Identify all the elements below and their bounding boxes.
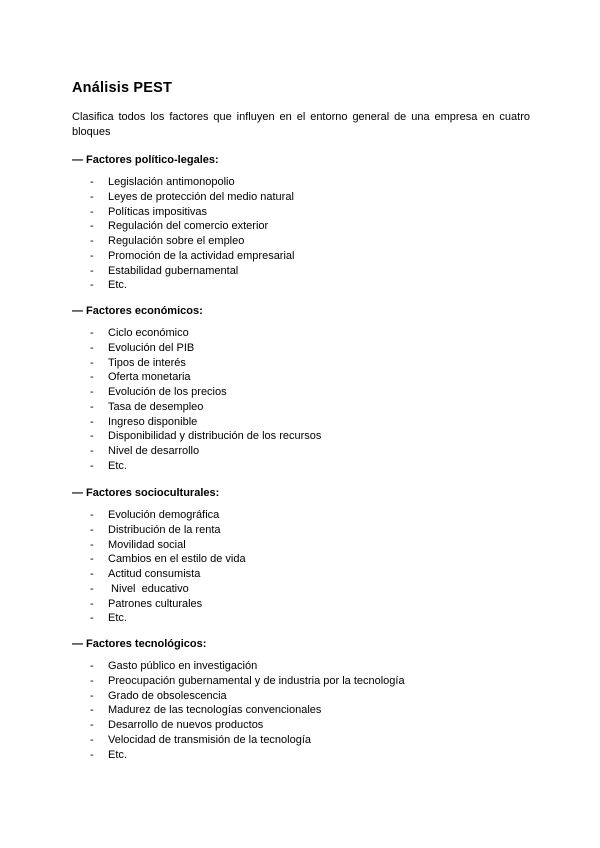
- bullet-dash: -: [90, 459, 94, 472]
- list-item-text: Regulación del comercio exterior: [108, 220, 269, 233]
- section-sociocultural: [72, 486, 532, 625]
- bullet-dash: -: [90, 249, 94, 262]
- list-item-text: Promoción de la actividad empresarial: [108, 249, 295, 262]
- bullet-dash: -: [90, 612, 94, 625]
- section-heading: [72, 153, 532, 167]
- list-item-text: Desarrollo de nuevos productos: [108, 719, 264, 731]
- list-item-text: Etc.: [108, 279, 127, 292]
- list-item-text: Leyes de protección del medio natural: [108, 190, 294, 203]
- list-item: [90, 249, 294, 264]
- bullet-dash: -: [90, 190, 94, 203]
- list-item: [90, 552, 246, 567]
- bullet-dash: -: [90, 748, 94, 761]
- bullet-dash: -: [90, 386, 94, 398]
- list-item: [90, 205, 294, 220]
- section-heading-text: Factores político-legales:: [86, 154, 219, 166]
- list-item: [90, 370, 321, 385]
- section-heading-text: Factores económicos:: [86, 305, 203, 317]
- list-item: [90, 326, 321, 341]
- list-item: [90, 659, 405, 674]
- factor-list: [90, 659, 405, 762]
- list-item: [90, 459, 321, 474]
- bullet-dash: -: [90, 597, 94, 610]
- list-item: [90, 234, 294, 249]
- bullet-dash: -: [90, 660, 94, 672]
- list-item-text: Patrones culturales: [108, 597, 203, 610]
- bullet-dash: -: [90, 430, 94, 443]
- list-item: [90, 444, 321, 459]
- list-item-text: Distribución de la renta: [108, 523, 221, 536]
- bullet-dash: -: [90, 538, 94, 551]
- bullet-dash: -: [90, 220, 94, 233]
- list-item-text: Velocidad de transmisión de la tecnología: [108, 733, 312, 746]
- list-item: [90, 385, 321, 400]
- bullet-dash: -: [90, 674, 94, 687]
- list-item: [90, 523, 246, 538]
- section-political-legal: [72, 153, 532, 292]
- list-item: [90, 278, 294, 293]
- bullet-dash: -: [90, 176, 94, 188]
- list-item-text: Etc.: [108, 748, 127, 761]
- list-item: [90, 567, 246, 582]
- bullet-dash: -: [90, 327, 94, 339]
- bullet-dash: -: [90, 582, 94, 595]
- list-item: [90, 175, 294, 190]
- factor-list: [90, 326, 321, 474]
- bullet-dash: -: [90, 415, 94, 428]
- list-item-text: Grado de obsolescencia: [108, 689, 227, 702]
- heading-dash: —: [72, 487, 83, 499]
- list-item-text: Tipos de interés: [108, 356, 186, 369]
- list-item: [90, 597, 246, 612]
- list-item-text: Nivel educativo: [108, 582, 189, 595]
- list-item-text: Evolución de los precios: [108, 386, 227, 398]
- bullet-dash: -: [90, 371, 94, 384]
- bullet-dash: -: [90, 553, 94, 566]
- list-item-text: Regulación sobre el empleo: [108, 235, 245, 247]
- list-item-text: Nivel de desarrollo: [108, 445, 200, 457]
- list-item: [90, 219, 294, 234]
- factor-list: [90, 508, 246, 626]
- section-heading: [72, 304, 532, 318]
- section-heading: [72, 486, 532, 500]
- bullet-dash: -: [90, 264, 94, 277]
- list-item: [90, 674, 405, 689]
- section-technological: [72, 637, 532, 761]
- list-item-text: Madurez de las tecnologías convencionales: [108, 704, 322, 717]
- heading-dash: —: [72, 638, 83, 650]
- bullet-dash: -: [90, 400, 94, 413]
- section-heading-text: Factores socioculturales:: [86, 487, 220, 499]
- list-item: [90, 341, 321, 356]
- list-item-text: Evolución del PIB: [108, 341, 195, 354]
- bullet-dash: -: [90, 356, 94, 369]
- list-item-text: Políticas impositivas: [108, 205, 208, 218]
- section-heading: [72, 637, 532, 651]
- bullet-dash: -: [90, 445, 94, 457]
- factor-list: [90, 175, 294, 293]
- bullet-dash: -: [90, 689, 94, 702]
- list-item: [90, 718, 405, 733]
- list-item: [90, 400, 321, 415]
- list-item-text: Movilidad social: [108, 538, 186, 551]
- list-item-text: Ciclo económico: [108, 327, 189, 339]
- bullet-dash: -: [90, 568, 94, 580]
- list-item-text: Legislación antimonopolio: [108, 176, 235, 188]
- bullet-dash: -: [90, 523, 94, 536]
- list-item: [90, 415, 321, 430]
- list-item: [90, 508, 246, 523]
- list-item: [90, 264, 294, 279]
- bullet-dash: -: [90, 341, 94, 354]
- list-item-text: Actitud consumista: [108, 568, 201, 580]
- list-item: [90, 748, 405, 763]
- bullet-dash: -: [90, 205, 94, 218]
- list-item: [90, 582, 246, 597]
- bullet-dash: -: [90, 704, 94, 717]
- bullet-dash: -: [90, 279, 94, 292]
- heading-dash: —: [72, 305, 83, 317]
- list-item-text: Etc.: [108, 459, 127, 472]
- list-item: [90, 703, 405, 718]
- list-item-text: Oferta monetaria: [108, 371, 191, 384]
- section-heading-text: Factores tecnológicos:: [86, 638, 207, 650]
- list-item-text: Evolución demográfica: [108, 509, 220, 521]
- intro-paragraph: Clasifica todos los factores que influyen en el entorno general de una empresa en cuatro bloques: [72, 111, 530, 138]
- list-item-text: Tasa de desempleo: [108, 400, 204, 413]
- list-item: [90, 429, 321, 444]
- list-item-text: Ingreso disponible: [108, 415, 198, 428]
- bullet-dash: -: [90, 509, 94, 521]
- list-item-text: Disponibilidad y distribución de los recursos: [108, 430, 322, 443]
- bullet-dash: -: [90, 733, 94, 746]
- bullet-dash: -: [90, 719, 94, 731]
- list-item: [90, 689, 405, 704]
- page-title: Análisis PEST: [72, 80, 173, 96]
- list-item: [90, 611, 246, 626]
- list-item-text: Preocupación gubernamental y de industria por la tecnología: [108, 674, 405, 687]
- list-item: [90, 538, 246, 553]
- section-economic: [72, 304, 532, 472]
- list-item-text: Etc.: [108, 612, 127, 625]
- list-item: [90, 356, 321, 371]
- list-item: [90, 190, 294, 205]
- list-item: [90, 733, 405, 748]
- list-item-text: Cambios en el estilo de vida: [108, 553, 246, 566]
- list-item-text: Estabilidad gubernamental: [108, 264, 239, 277]
- list-item-text: Gasto público en investigación: [108, 660, 258, 672]
- heading-dash: —: [72, 154, 83, 166]
- bullet-dash: -: [90, 235, 94, 247]
